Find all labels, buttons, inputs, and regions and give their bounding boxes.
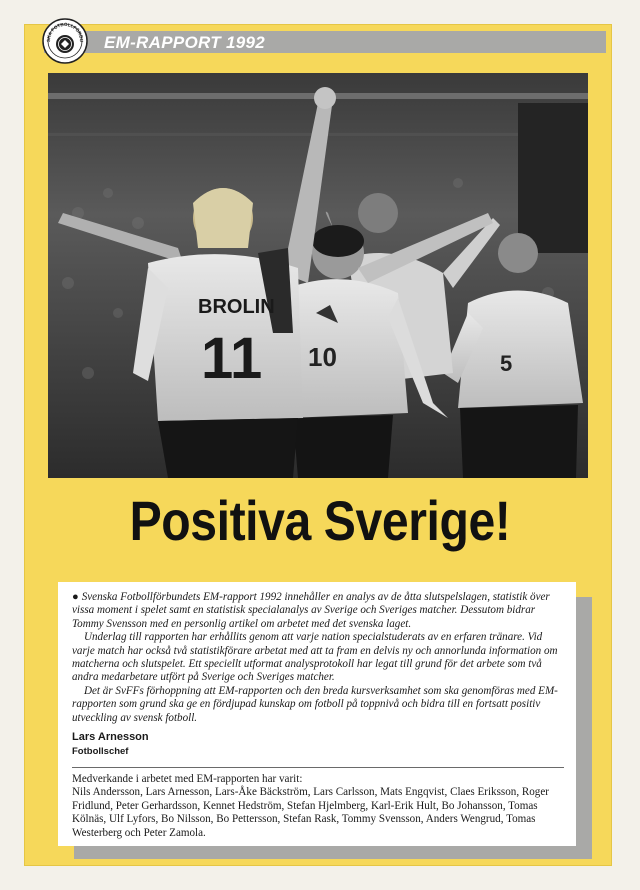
intro-paragraph-2: Underlag till rapporten har erhållits genom att varje nation specialstuderats av en erfaren tränare. Vid varje match har också två statistikförare arbetat med att ta fram en delvis ny och annorlunda information om matcherna och slutspelet. Ett speciellt utformat analysprotokoll har legat till grund för det arbete som två andra medarbetare utfört på Sverige och Sveriges matcher. [72,631,558,684]
report-title: EM-RAPPORT 1992 [104,33,266,52]
intro-paragraph-1: ● Svenska Fotbollförbundets EM-rapport 1992 innehåller en analys av de åtta slutspelslagen, statistik över vissa moment i spelet samt en statistisk specialanalys av Sverige och Sveriges matcher. Dessutom bidrar Tommy Svensson med en personlig artikel om arbetet med det svenska laget. [72,591,550,630]
signature-name: Lars Arnesson [72,731,149,744]
headline: Positiva Sverige! [129,489,511,552]
bullet-icon: ● [72,591,79,603]
intro-textbox [58,582,576,846]
svg-text:5: 5 [500,351,513,376]
federation-logo [42,18,88,64]
divider [72,767,564,768]
svg-text:11: 11 [201,326,263,391]
contributors-heading: Medverkande i arbetet med EM-rapporten har varit: [72,773,303,786]
svg-text:10: 10 [308,342,337,372]
svg-text:BROLIN: BROLIN [198,296,275,318]
celebrating-players-photo [48,73,588,478]
signature-role: Fotbollschef [72,746,129,758]
contributors-list: Nils Andersson, Lars Arnesson, Lars-Åke Bäckström, Lars Carlsson, Mats Engqvist, Claes Eriksson, Roger Fridlund, Peter Gerhardsson, Kennet Hedström, Stefan Hjelmberg, Karl-Erik Hult, Bo Johansson, Tomas Kölnäs, Ulf Lyfors, Bo Nilsson, Bo Pettersson, Stefan Rask, Tommy Svensson, Anders Wengrud, Tomas Westerberg och Peter Zamola. [72,786,549,839]
logo-text: SKA FOTBOLLFÖRBU [45,21,85,43]
cover-photo [48,73,588,478]
intro-paragraph-3: Det är SvFFs förhoppning att EM-rapporten och den breda kursverksamhet som ska genomföras med EM-rapporten som grund ska ge en fördjupad kunskap om fotboll på toppnivå och bidra till en fortsatt positiv utveckling av svensk fotboll. [72,684,558,724]
federation-seal [42,18,88,64]
